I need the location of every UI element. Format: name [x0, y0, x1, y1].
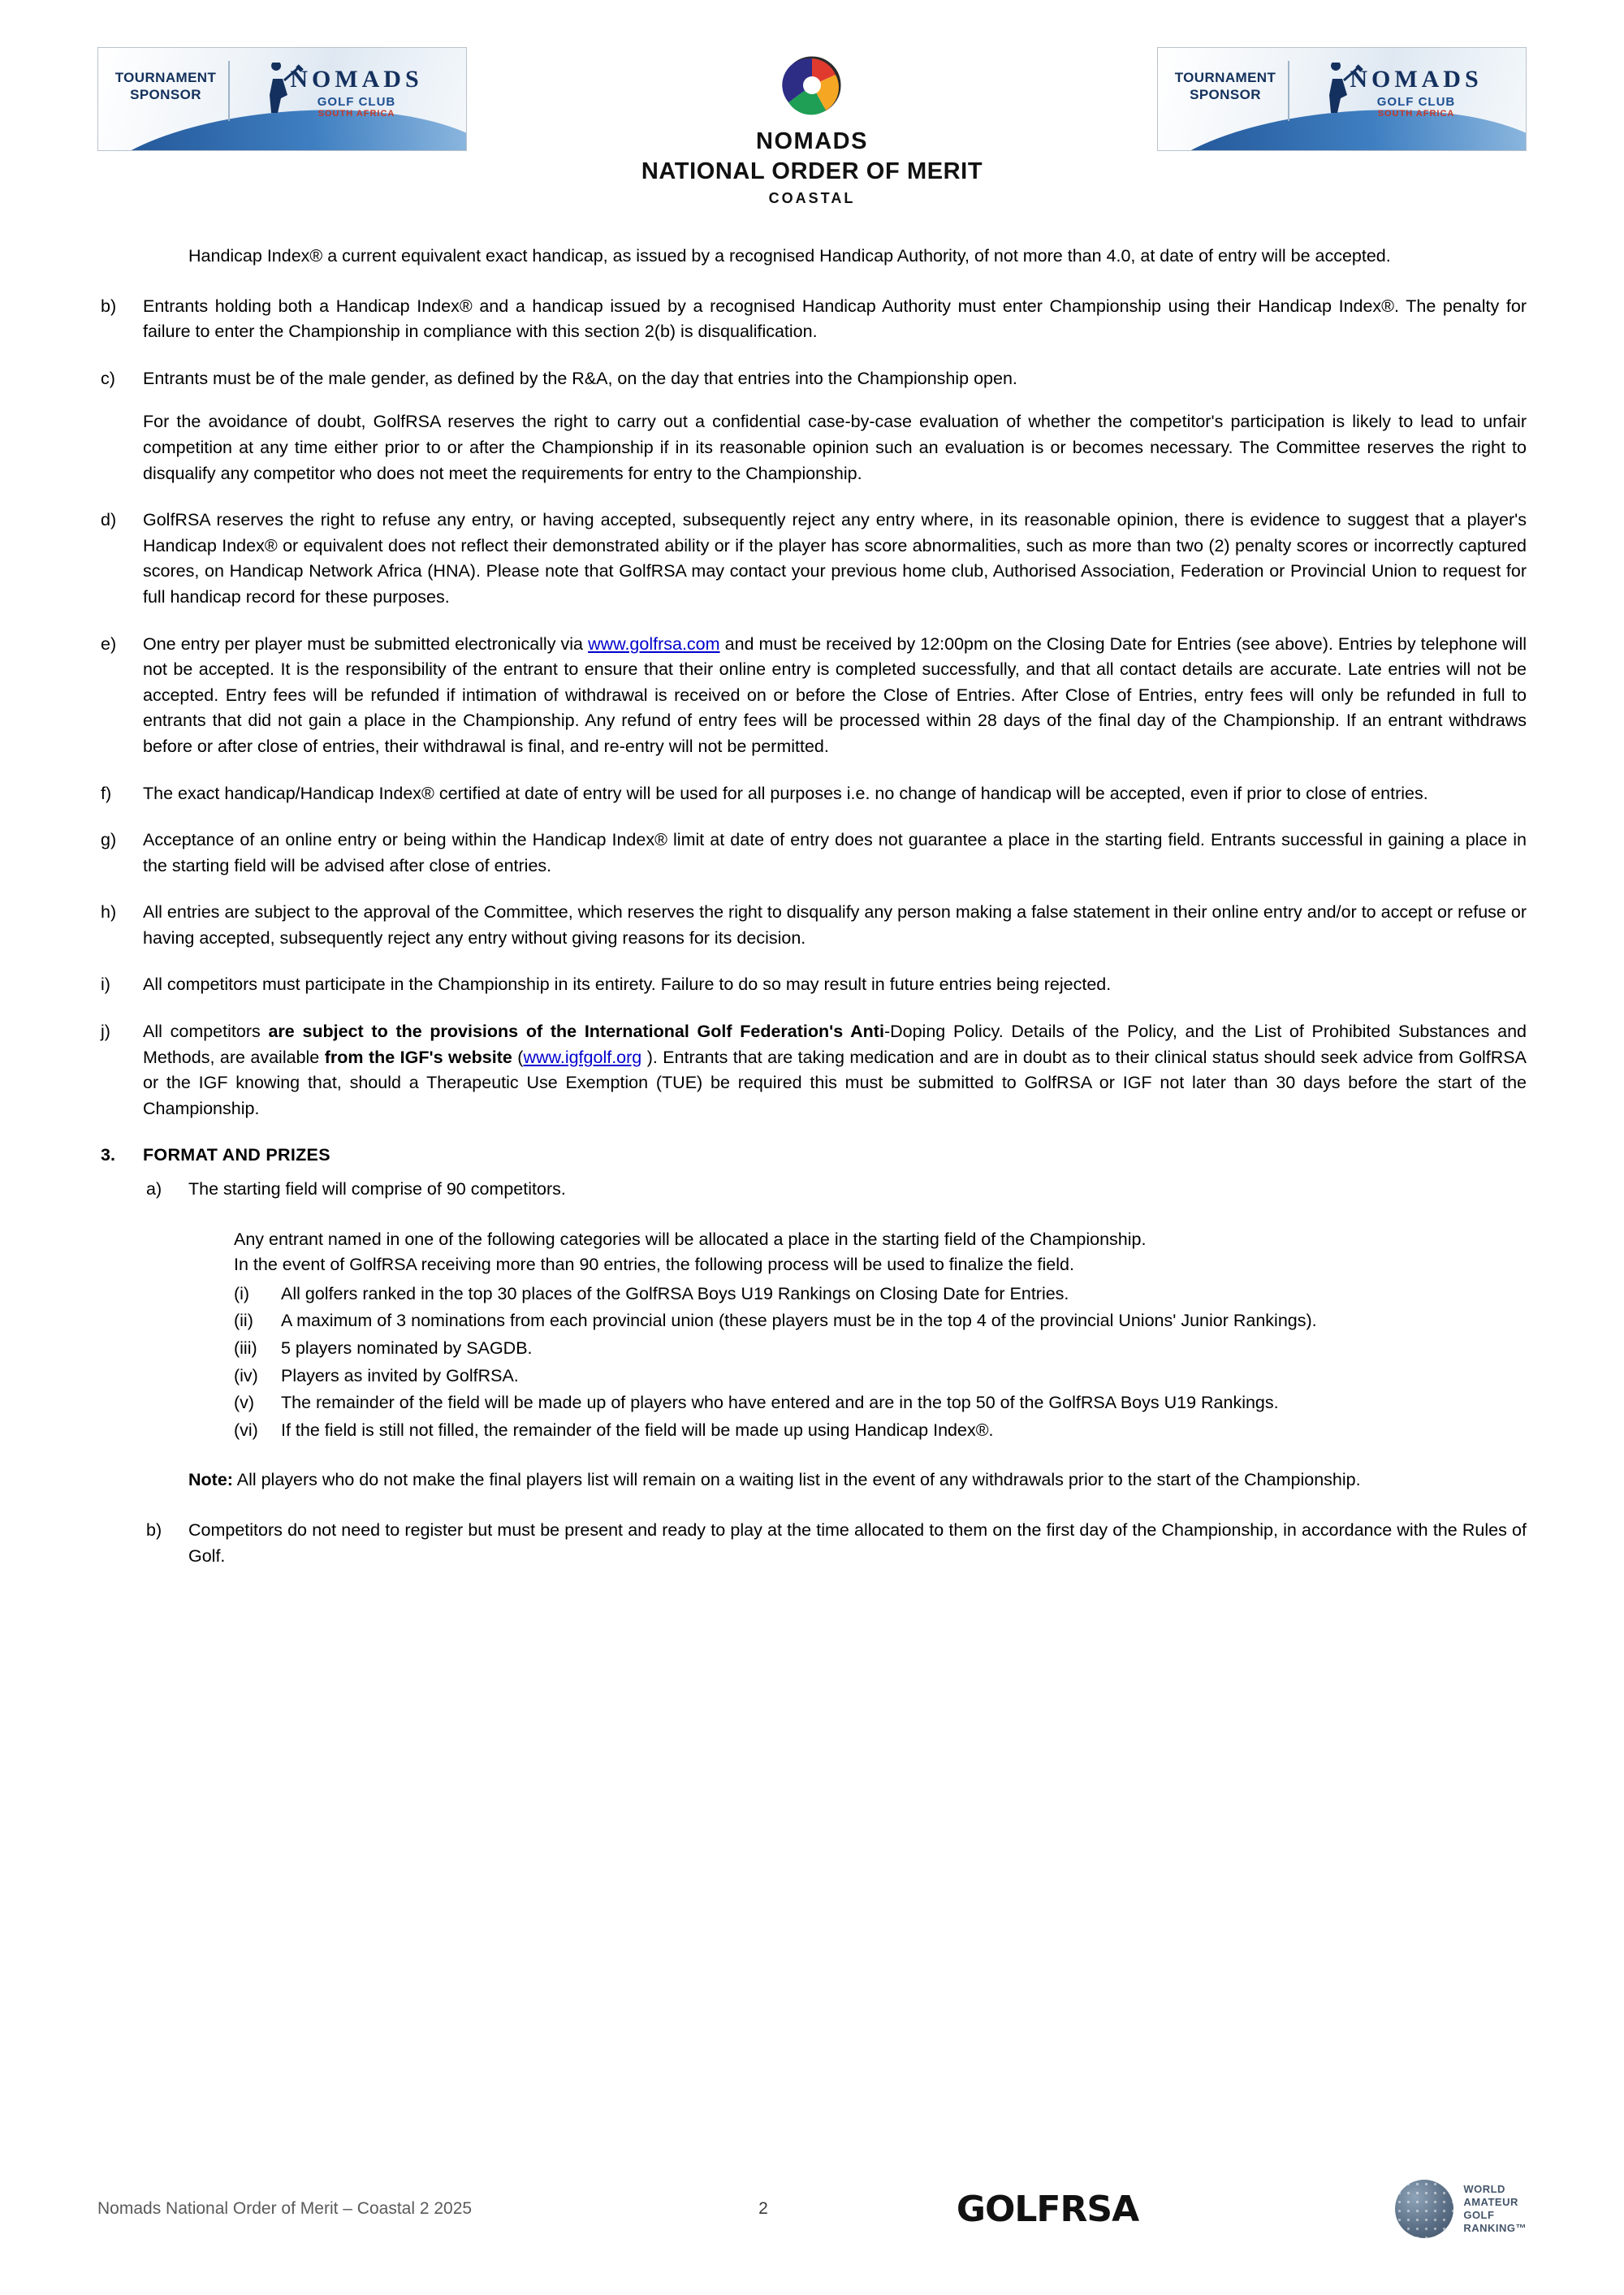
field-allocation-roman-list	[234, 1281, 1527, 1444]
right-sponsor-banner	[1157, 47, 1527, 151]
clause-h-marker: h)	[101, 902, 117, 923]
list-item	[234, 1390, 1527, 1416]
clause-f-marker: f)	[101, 783, 112, 803]
section-3-item-b-text: Competitors do not need to register but must be present and ready to play at the time allocated to them on the first day of the Championship, in accordance with the Rules of Golf.	[188, 1519, 1527, 1566]
section-3-item-a-text: The starting field will comprise of 90 competitors.	[188, 1179, 566, 1199]
section-3-item-a	[143, 1177, 1527, 1203]
section-3-field-allocation-block	[234, 1227, 1527, 1444]
clause-j-bold2: from the IGF's website	[324, 1047, 512, 1067]
clause-i	[97, 972, 1527, 998]
clause-b-marker: b)	[101, 296, 117, 316]
clause-c-marker: c)	[101, 368, 115, 388]
golfrsa-logo	[812, 2189, 1283, 2230]
roman-marker: (iv)	[234, 1365, 258, 1385]
clause-j-part1: All competitors	[143, 1022, 269, 1042]
clause-j-part2: -Doping Policy. Details of the Policy, and the List of Prohibited Substances and Methods, are available	[143, 1022, 1527, 1067]
clause-g-text: Acceptance of an online entry or being within the Handicap Index® limit at date of entry does not guarantee a place in the starting field. Entrants successful in gaining a place in the starting field will be advised after close of entries.	[143, 830, 1527, 875]
note-text: All players who do not make the final players list will remain on a waiting list in the event of any withdrawals prior to the start of the Championship.	[232, 1470, 1361, 1490]
clause-e-text	[143, 632, 1527, 760]
right-sponsor-label: TOURNAMENT SPONSOR	[1174, 70, 1276, 103]
clause-e-marker: e)	[101, 633, 117, 654]
clause-d	[97, 508, 1527, 610]
roman-marker: (iii)	[234, 1338, 257, 1358]
page-header	[97, 0, 1527, 234]
roman-marker: (ii)	[234, 1311, 253, 1331]
center-title-line3: COASTAL	[768, 190, 856, 206]
golfrsa-website-link[interactable]: www.golfrsa.com	[588, 633, 720, 654]
war-line1: WORLD	[1463, 2182, 1505, 2195]
clause-j	[97, 1019, 1527, 1122]
clause-j-text	[143, 1019, 1527, 1122]
clause-j-marker: j)	[101, 1022, 110, 1042]
right-banner-club-line3: SOUTH AFRICA	[1377, 109, 1455, 119]
war-line2: AMATEUR	[1463, 2195, 1518, 2208]
intro-paragraph-text: Handicap Index® a current equivalent exact handicap, as issued by a recognised Handicap Authority, of not more than 4.0, at date of entry will be accepted.	[188, 246, 1391, 266]
clause-b-text: Entrants holding both a Handicap Index® and a handicap issued by a recognised Handicap Authority must enter Championship using their Handicap Index®. The penalty for failure to enter the Championship in compliance with this section 2(b) is disqualification.	[143, 296, 1527, 342]
document-content	[97, 234, 1527, 1569]
roman-text: Players as invited by GolfRSA.	[281, 1365, 519, 1385]
clause-e	[97, 632, 1527, 760]
left-banner-club-name	[263, 66, 450, 119]
clause-c	[97, 366, 1527, 486]
clause-h-text: All entries are subject to the approval of the Committee, which reserves the right to disqualify any person making a false statement in their online entry and/or to accept or refuse or having accepted, subsequently reject any entry without giving reasons for its decision.	[143, 902, 1527, 948]
clause-i-marker: i)	[101, 975, 110, 995]
section-3-item-b	[143, 1518, 1527, 1569]
clause-d-marker: d)	[101, 510, 117, 530]
clause-j-part4: ). Entrants that are taking medication and are in doubt as to their clinical status should seek advice from GolfRSA or the IGF knowing that, should a Therapeutic Use Exemption (TUE) be required this must be submitted to GolfRSA or IGF not later than 30 days before the start of the Championship.	[143, 1047, 1527, 1118]
section-3-heading	[97, 1143, 1527, 1169]
roman-text: If the field is still not filled, the remainder of the field will be made up using Handicap Index®.	[281, 1420, 994, 1440]
clause-d-text: GolfRSA reserves the right to refuse any entry, or having accepted, subsequently reject any entry where, in its reasonable opinion, there is evidence to suggest that a player's Handicap Index® or equivalent does not reflect their demonstrated ability or if the player has score abnormalities, such as more than two (2) penalty scores or incorrectly captured scores, on Handicap Network Africa (HNA). Please note that GolfRSA may contact your previous home club, Authorised Association, Federation or Provincial Union to request for full handicap record for these purposes.	[143, 510, 1527, 607]
list-item	[234, 1308, 1527, 1334]
roman-text: 5 players nominated by SAGDB.	[281, 1338, 533, 1358]
clause-j-part3: (	[512, 1047, 524, 1067]
list-item	[234, 1418, 1527, 1444]
clause-i-text: All competitors must participate in the Championship in its entirety. Failure to do so may result in future entries being rejected.	[143, 975, 1112, 995]
right-banner-club-name	[1323, 66, 1510, 119]
clause-b	[97, 294, 1527, 345]
clause-e-text-before-link: One entry per player must be submitted electronically via	[143, 633, 589, 654]
intro-paragraph	[188, 244, 1527, 270]
note-block	[188, 1467, 1527, 1493]
center-title-line1: NOMADS	[756, 128, 868, 154]
war-line3: GOLF	[1463, 2209, 1495, 2221]
left-banner-club-line3: SOUTH AFRICA	[317, 109, 395, 119]
roman-marker: (i)	[234, 1283, 250, 1303]
right-banner-club-line1: NOMADS	[1350, 66, 1483, 93]
nomads-circle-logo	[777, 50, 847, 120]
field-allocation-para1: Any entrant named in one of the following categories will be allocated a place in the starting field of the Championship.	[234, 1229, 1147, 1249]
roman-marker: (v)	[234, 1393, 255, 1413]
page-footer	[97, 2180, 1527, 2238]
footer-document-title: Nomads National Order of Merit – Coastal 2 2025	[97, 2199, 473, 2218]
section-3-item-a-marker: a)	[146, 1179, 162, 1199]
golfrsa-brand-part2: RSA	[1060, 2188, 1139, 2230]
war-logo-text	[1463, 2183, 1527, 2236]
note-label: Note:	[188, 1470, 233, 1490]
section-3-number: 3.	[101, 1145, 115, 1165]
field-allocation-para2: In the event of GolfRSA receiving more than 90 entries, the following process will be used to finalize the field.	[234, 1255, 1074, 1275]
clause-g-marker: g)	[101, 830, 117, 850]
clause-c-extra-text: For the avoidance of doubt, GolfRSA reserves the right to carry out a confidential case-by-case evaluation of whether the competitor's participation is likely to lead to unfair competition at any time either prior to or after the Championship if in its reasonable opinion such an evaluation is or becomes necessary. The Committee reserves the right to disqualify any competitor who does not meet the requirements for entry to the Championship.	[143, 412, 1527, 483]
center-logo-block	[552, 50, 1072, 207]
roman-text: A maximum of 3 nominations from each provincial union (these players must be in the top 4 of the provincial Unions' Junior Rankings).	[281, 1311, 1317, 1331]
left-banner-club-line1: NOMADS	[290, 66, 423, 93]
footer-page-number: 2	[758, 2199, 768, 2218]
clause-g	[97, 828, 1527, 879]
left-banner-club-line2: GOLF CLUB	[317, 95, 396, 109]
golf-ball-icon	[1395, 2180, 1453, 2238]
roman-text: The remainder of the field will be made up of players who have entered and are in the top 50 of the GolfRSA Boys U19 Rankings.	[281, 1393, 1279, 1413]
center-title-line2: NATIONAL ORDER OF MERIT	[641, 158, 983, 184]
igf-website-link[interactable]: www.igfgolf.org	[523, 1047, 642, 1067]
world-amateur-golf-ranking-logo	[1283, 2180, 1527, 2238]
roman-text: All golfers ranked in the top 30 places of the GolfRSA Boys U19 Rankings on Closing Date for Entries.	[281, 1283, 1069, 1303]
roman-marker: (vi)	[234, 1420, 258, 1440]
banner-divider	[228, 61, 230, 121]
banner-divider	[1288, 61, 1289, 121]
clause-e-text-after-link: and must be received by 12:00pm on the Closing Date for Entries (see above). Entries by telephone will not be accepted. It is the responsibility of the entrant to ensure that their online entry is completed successfully, and that all contact details are accurate. Late entries will not be accepted. Entry fees will be refunded if intimation of withdrawal is received on or before the Close of Entries. After Close of Entries, entry fees will only be refunded in full to entrants that did not gain a place in the Championship. Any refund of entry fees will be processed within 28 days of the final day of the Championship. If an entrant withdraws before or after close of entries, their withdrawal is final, and re-entry will not be permitted.	[143, 633, 1527, 756]
list-item	[234, 1364, 1527, 1390]
clause-h	[97, 900, 1527, 951]
left-sponsor-banner	[97, 47, 467, 151]
clause-j-bold1: are subject to the provisions of the International Golf Federation's Anti	[268, 1022, 884, 1042]
list-item	[234, 1336, 1527, 1362]
war-line4: RANKING™	[1463, 2222, 1527, 2235]
golfrsa-brand-part1: GOLF	[956, 2188, 1060, 2230]
clause-f-text: The exact handicap/Handicap Index® certified at date of entry will be used for all purposes i.e. no change of handicap will be accepted, even if prior to close of entries.	[143, 783, 1428, 803]
clause-c-text: Entrants must be of the male gender, as defined by the R&A, on the day that entries into the Championship open.	[143, 368, 1017, 388]
list-item	[234, 1281, 1527, 1307]
clause-f	[97, 781, 1527, 807]
left-sponsor-label: TOURNAMENT SPONSOR	[114, 70, 217, 103]
section-3-title: FORMAT AND PRIZES	[143, 1145, 330, 1165]
right-banner-club-line2: GOLF CLUB	[1376, 95, 1456, 109]
section-3-item-b-marker: b)	[146, 1519, 162, 1540]
